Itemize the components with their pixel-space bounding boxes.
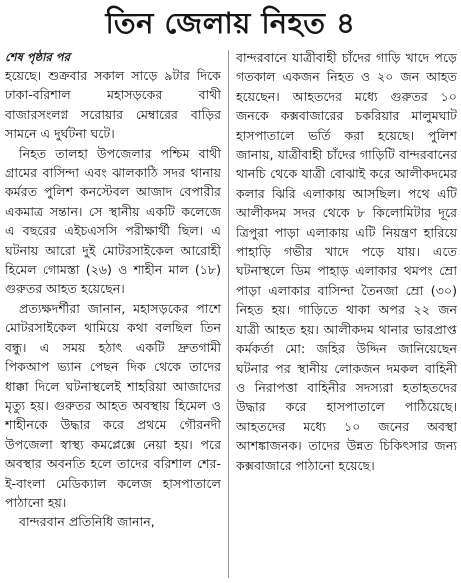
paragraph: বান্দরবানে যাত্রীবাহী চাঁদের গাড়ি খাদে পড়ে গতকাল একজন নিহত ও ২০ জন আহত হয়েছেন। আহতদের মধ্যে গুরুতর ১০ জনকে কক্সবাজারের চকরিয়ার মালুমঘাট হাসপাতালে ভর্তি করা হয়েছে। পুলিশ জানায়, যাত্রীবাহী চাঁদের গাড়িটি বান্দরবানের থানচি থেকে যাত্রী বোঝাই করে আলীকদমের কলার ঝিরি এলাকায় আসছিল। পথে এটি আলীকদম সদর থেকে ৮ কিলোমিটার দূরে ত্রিপুরা পাড়া এলাকায় এটি নিয়ন্ত্রণ হারিয়ে পাহাড়ি গভীর খাদে পড়ে যায়। এতে ঘটনাস্থলে ডিম পাহাড় এলাকার থমপং ম্রো পাড়া এলাকার বাসিন্দা তৈনজা ম্রো (৩০) নিহত হয়। গাড়িতে থাকা অপর ২২ জন যাত্রী আহত হয়। আলীকদম থানার ভারপ্রাপ্ত কর্মকর্তা মো: জহির উদ্দিন জানিয়েছেন ঘটনার পর স্থানীয় লোকজন দমকল বাহিনী ও নিরাপত্তা বাহিনীর সদস্যরা হতাহতদের উদ্ধার করে হাসপাতালে পাঠিয়েছে। আহতদের মধ্যে ১০ জনের অবস্থা আশঙ্কাজনক। তাদের উন্নত চিকিৎসার জন্য কক্সবাজারে পাঠানো হয়েছে।: [236, 50, 457, 473]
column-divider: [228, 50, 229, 578]
headline: তিন জেলায় নিহত ৪: [105, 6, 356, 40]
paragraph: হয়েছে। শুক্রবার সকাল সাড়ে ৯টার দিকে ঢাকা-বরিশাল মহাসড়কের বাথী বাজারসংলগ্ন সরোয়ার মেম্বারের বাড়ির সামনে এ দুর্ঘটনা ঘটে।: [5, 68, 221, 142]
paragraph: বান্দরবান প্রতিনিধি জানান,: [19, 514, 155, 530]
continuation-kicker: শেষ পৃষ্ঠার পর: [5, 50, 70, 64]
article-column-left: [5, 48, 221, 583]
paragraph: প্রত্যক্ষদর্শীরা জানান, মহাসড়কের পাশে মোটরসাইকেল থামিয়ে কথা বলছিল তিন বন্ধু। এ সময় হঠাৎ একটি দ্রুতগামী পিকআপ ভ্যান পেছন দিক থেকে তাদের ধাক্কা দিলে ঘটনাস্থলেই শাহরিয়া আজাদের মৃত্যু হয়। গুরুতর আহত অবস্থায় হিমেল ও শাহীনকে উদ্ধার করে প্রথমে গৌরনদী উপজেলা স্বাস্থ্য কমপ্লেক্সে নেয়া হয়। পরে অবস্থার অবনতি হলে তাদের বরিশাল শের-ই-বাংলা মেডিক্যাল কলেজ হাসপাতালে পাঠানো হয়।: [5, 300, 221, 510]
article-column-right: [236, 48, 457, 583]
paragraph: নিহত তালহা উপজেলার পশ্চিম বাথী গ্রামের বাসিন্দা এবং ঝালকাঠি সদর থানায় কর্মরত পুলিশ কনস্টেবল আজাদ বেপারীর একমাত্র সন্তান। সে স্থানীয় একটি কলেজে এ বছরের এইচএসসি পরীক্ষার্থী ছিল। এ ঘটনায় আরো দুই মোটরসাইকেল আরোহী হিমেল গোমস্তা (২৬) ও শাহীন মাল (১৮) গুরুতর আহত হয়েছেন।: [5, 145, 221, 297]
